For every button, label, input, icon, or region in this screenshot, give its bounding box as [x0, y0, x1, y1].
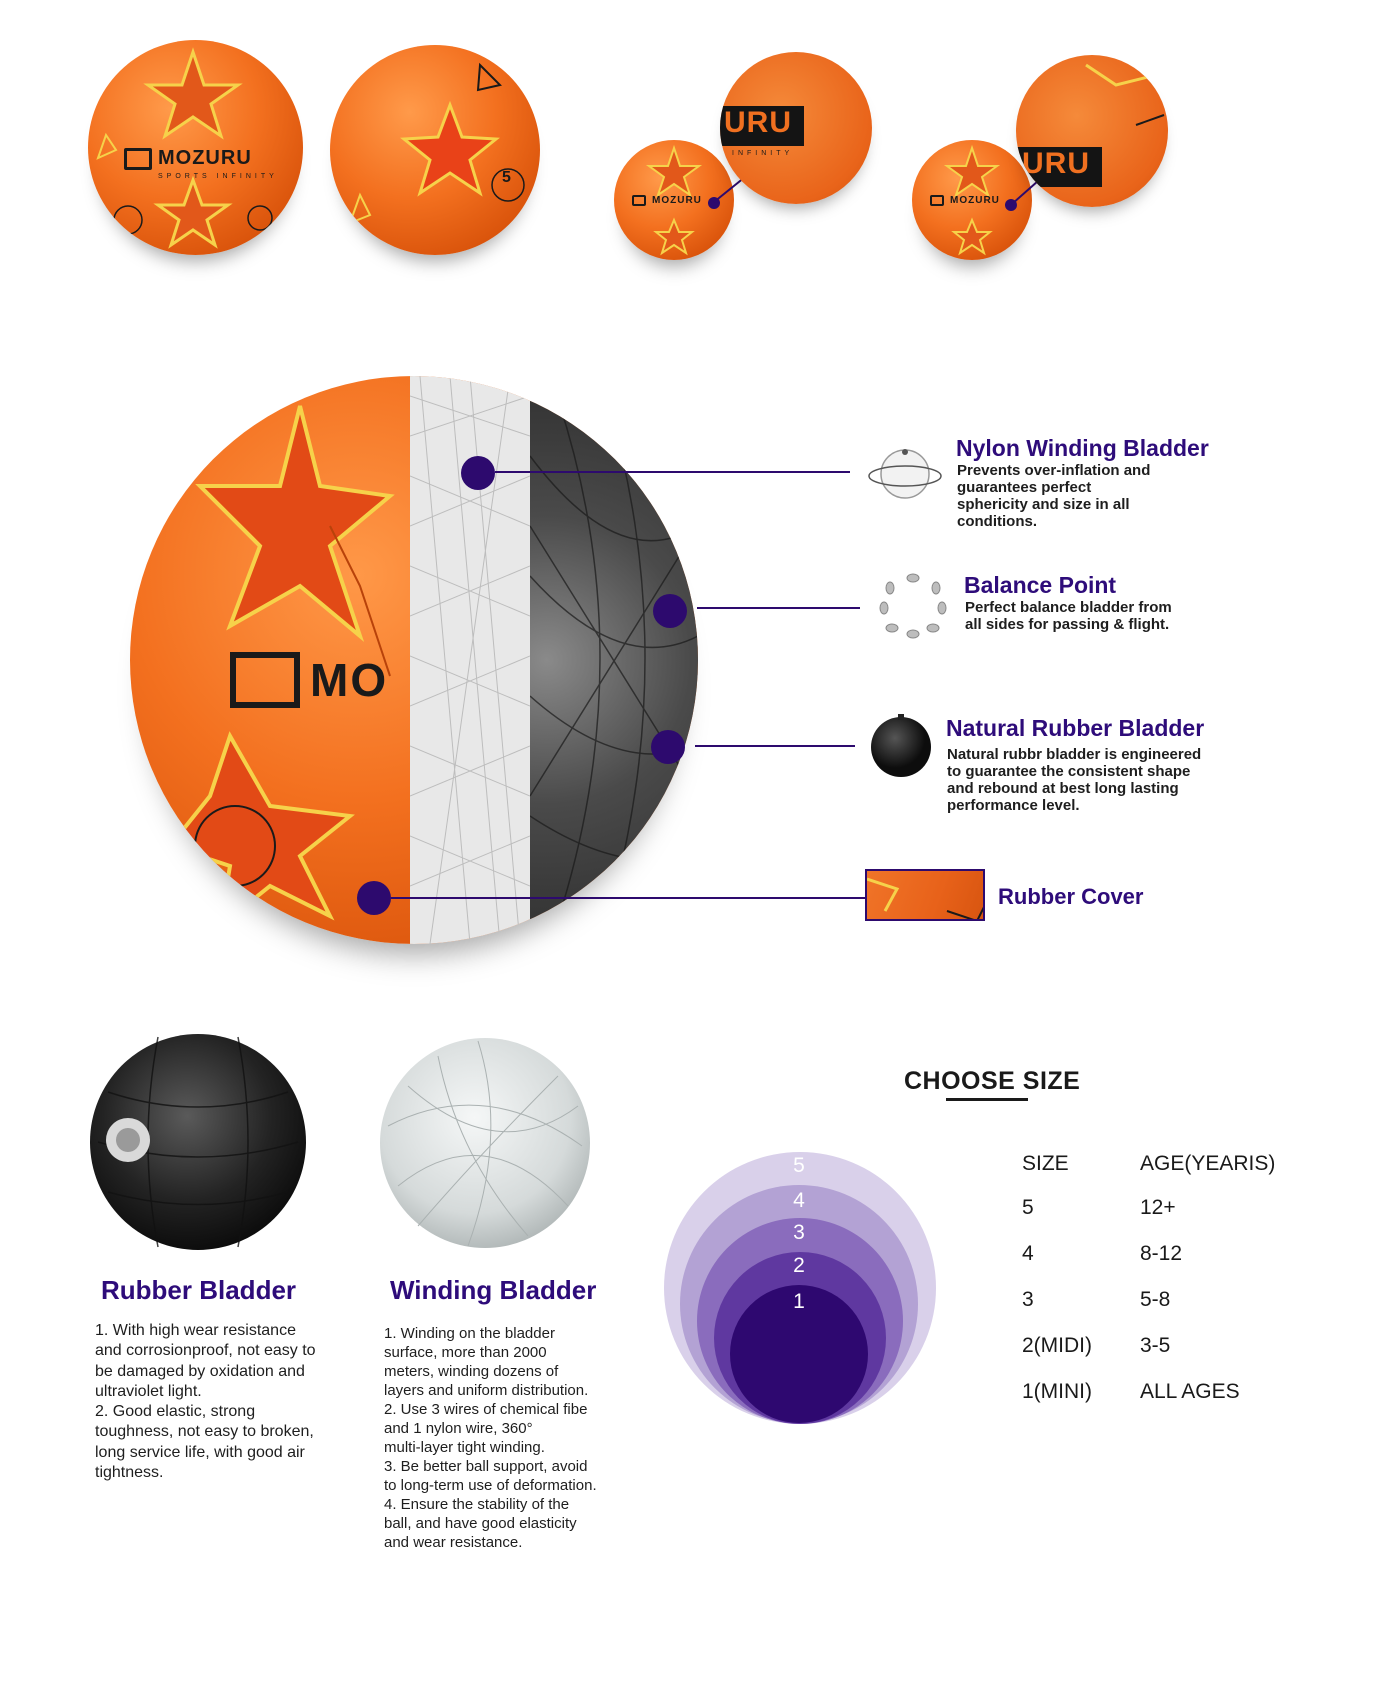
desc-line: and rebound at best long lasting [947, 780, 1179, 797]
desc-line: conditions. [957, 513, 1037, 530]
size-circle-label: 2 [793, 1254, 805, 1277]
text-line: 3. Be better ball support, avoid [384, 1458, 588, 1475]
leader-rubber-bladder [695, 745, 855, 747]
col-header-size: SIZE [1022, 1152, 1069, 1175]
rubber-cover-swatch [865, 869, 985, 921]
brand-mark-icon [632, 195, 646, 206]
col-header-age: AGE(YEARIS) [1140, 1152, 1276, 1175]
text-line: toughness, not easy to broken, [95, 1423, 314, 1441]
marker-nylon [461, 456, 495, 490]
zoom-bubble-1 [720, 52, 872, 204]
table-row [1022, 1380, 1282, 1410]
rubber-bladder-text [95, 1321, 316, 1483]
natural-rubber-bladder-icon [868, 712, 934, 778]
rubber-bladder-layer [530, 376, 698, 944]
text-line: long service life, with good air [95, 1443, 305, 1461]
layer-title-balance: Balance Point [964, 572, 1117, 598]
zoom-logo-text: URU [724, 106, 792, 139]
text-line: to long-term use of deformation. [384, 1477, 597, 1494]
star-pattern-icon [867, 871, 985, 921]
marker-rubber-bladder [651, 730, 685, 764]
text-line: 1. Winding on the bladder [384, 1325, 555, 1342]
brand-mark-icon [930, 195, 944, 206]
size-circle-label: 3 [793, 1221, 805, 1244]
winding-bladder-photo [378, 1036, 592, 1250]
desc-line: all sides for passing & flight. [965, 616, 1170, 633]
text-line: be damaged by oxidation and [95, 1362, 305, 1380]
winding-bladder-title: Winding Bladder [390, 1275, 597, 1305]
choose-size-heading: CHOOSE SIZE [904, 1067, 1081, 1095]
ball-logo [124, 147, 252, 170]
star-pattern-icon [330, 45, 540, 255]
desc-line: sphericity and size in all [957, 496, 1130, 513]
ball-photo-front [88, 40, 303, 255]
table-row [1022, 1242, 1282, 1272]
size-circle-label: 1 [793, 1290, 805, 1313]
ball-logo [632, 195, 702, 206]
rubber-bladder-title: Rubber Bladder [101, 1275, 297, 1305]
cell-age: 12+ [1140, 1196, 1176, 1219]
text-line: ball, and have good elasticity [384, 1515, 577, 1532]
ball-logo [930, 195, 1000, 206]
desc-line: Natural rubbr bladder is engineered [947, 746, 1202, 763]
text-line: meters, winding dozens of [384, 1363, 559, 1380]
cell-age: ALL AGES [1140, 1380, 1240, 1403]
brand-name-partial: MO [310, 654, 389, 706]
text-line: and corrosionproof, not easy to [95, 1342, 316, 1360]
text-line: and wear resistance. [384, 1534, 523, 1551]
desc-line: to guarantee the consistent shape [947, 763, 1191, 780]
layer-desc-rubber-bladder [947, 746, 1201, 814]
text-line: 4. Ensure the stability of the [384, 1496, 570, 1513]
cell-size: 4 [1022, 1242, 1034, 1265]
balance-point-icon [876, 570, 950, 640]
marker-cover [357, 881, 391, 915]
cell-age: 8-12 [1140, 1242, 1183, 1265]
zoom-sub-text: INFINITY [732, 150, 794, 157]
text-line: 1. With high wear resistance [95, 1322, 296, 1339]
layer-title-nylon: Nylon Winding Bladder [956, 435, 1209, 461]
layer-desc-nylon [957, 462, 1150, 530]
size-badge: 5 [502, 169, 511, 186]
brand-mark-icon [124, 148, 152, 170]
leader-cover [391, 897, 865, 899]
ball-photo-side [330, 45, 540, 255]
heading-underline [946, 1098, 1028, 1101]
brand-name: MOZURU [158, 147, 252, 169]
table-row [1022, 1196, 1282, 1226]
marker-balance [653, 594, 687, 628]
text-line: layers and uniform distribution. [384, 1382, 589, 1399]
zoom-bubble-2 [1016, 55, 1168, 207]
desc-line: Prevents over-inflation and [957, 462, 1151, 479]
text-line: multi-layer tight winding. [384, 1439, 545, 1456]
text-line: and 1 nylon wire, 360° [384, 1420, 533, 1437]
layer-title-cover: Rubber Cover [998, 884, 1144, 909]
winding-bladder-text [384, 1324, 597, 1552]
layer-title-rubber-bladder: Natural Rubber Bladder [946, 715, 1205, 741]
leader-balance [697, 607, 860, 609]
table-row [1022, 1334, 1282, 1364]
ball-logo [230, 652, 388, 708]
desc-line: performance level. [947, 797, 1080, 814]
brand-mark-icon [230, 652, 300, 708]
cell-size: 2(MIDI) [1022, 1334, 1092, 1357]
cell-age: 5-8 [1140, 1288, 1171, 1311]
table-header [1022, 1152, 1282, 1182]
table-row [1022, 1288, 1282, 1318]
nylon-winding-bladder-icon [866, 444, 944, 504]
ball-cutaway [130, 376, 698, 944]
layer-desc-balance [965, 599, 1172, 633]
cell-size: 1(MINI) [1022, 1380, 1092, 1403]
brand-name: MOZURU [950, 195, 1000, 206]
text-line: 2. Use 3 wires of chemical fibe [384, 1401, 588, 1418]
brand-tagline: SPORTS INFINITY [158, 173, 278, 180]
text-line: 2. Good elastic, strong [95, 1403, 256, 1421]
desc-line: Perfect balance bladder from [965, 599, 1172, 616]
rubber-bladder-photo [88, 1032, 308, 1252]
size-circle-label: 4 [793, 1189, 805, 1212]
cell-size: 5 [1022, 1196, 1034, 1219]
desc-line: guarantees perfect [957, 479, 1092, 496]
cell-size: 3 [1022, 1288, 1034, 1311]
leader-nylon [495, 471, 850, 473]
size-circle-label: 5 [793, 1154, 805, 1177]
text-line: tightness. [95, 1464, 164, 1482]
zoom-logo-text: URU [1022, 147, 1090, 180]
text-line: ultraviolet light. [95, 1382, 202, 1400]
cell-age: 3-5 [1140, 1334, 1171, 1357]
text-line: surface, more than 2000 [384, 1344, 547, 1361]
brand-name: MOZURU [652, 195, 702, 206]
bladder-grid-icon [530, 376, 698, 944]
